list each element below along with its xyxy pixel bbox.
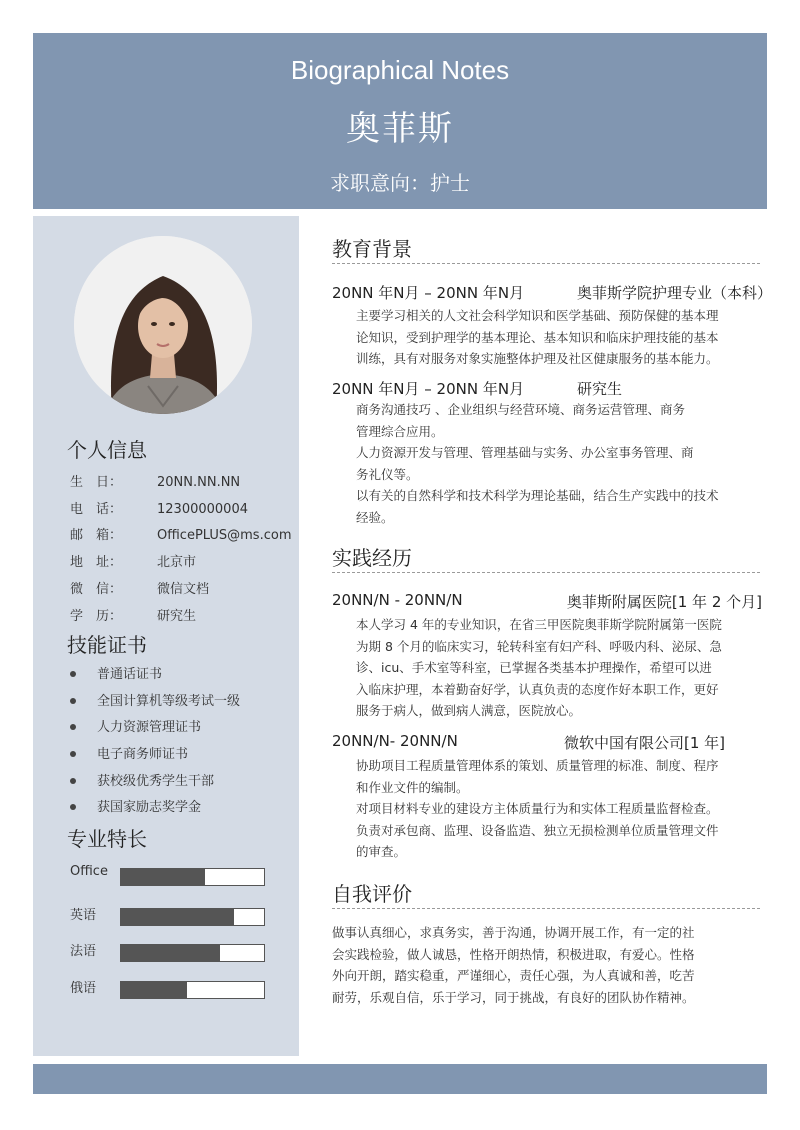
- info-value: 北京市: [157, 555, 197, 570]
- portrait-icon: [74, 236, 252, 414]
- entry-date: 20NN 年N月 – 20NN 年N月: [332, 284, 525, 302]
- skill-bar: [120, 908, 265, 926]
- info-value: 研究生: [157, 609, 197, 624]
- skill-russian: [70, 977, 270, 999]
- desc-line: 本人学习 4 年的专业知识，在省三甲医院奥菲斯学院附属第一医院: [356, 617, 722, 632]
- footer-bar: [33, 1064, 767, 1094]
- desc-line: 以有关的自然科学和技术科学为理论基础，结合生产实践中的技术: [356, 488, 719, 503]
- skill-bar-fill: [121, 869, 205, 885]
- skill-label: 俄语: [70, 981, 97, 996]
- cert-item: [70, 796, 201, 815]
- section-divider: [332, 908, 760, 909]
- skill-english: [70, 904, 270, 926]
- entry-date: 20NN/N- 20NN/N: [332, 732, 458, 750]
- cert-item: [70, 716, 201, 735]
- info-row-birthday: [70, 471, 240, 490]
- section-divider: [332, 263, 760, 264]
- desc-line: 服务于病人，做到病人满意，医院放心。: [356, 703, 582, 718]
- desc-line: 为期 8 个月的临床实习，轮转科室有妇产科、呼吸内科、泌尿、急: [356, 638, 722, 654]
- entry-org: 奥菲斯学院护理专业（本科）: [576, 284, 772, 302]
- bullet-icon: [70, 671, 76, 677]
- info-label: 学 历：: [70, 609, 123, 624]
- info-row-phone: [70, 498, 248, 517]
- header-banner: [33, 33, 767, 209]
- desc-line: 经验。: [356, 509, 394, 525]
- cert-text: 全国计算机等级考试一级: [97, 694, 241, 709]
- cert-item: [70, 690, 240, 709]
- desc-line: 论知识，受到护理学的基本理论、基本知识和临床护理技能的基本: [356, 329, 719, 345]
- desc-line: 协助项目工程质量管理体系的策划、质量管理的标准、制度、程序: [356, 758, 719, 773]
- cert-item: [70, 743, 188, 762]
- info-label: 邮 箱：: [70, 528, 123, 543]
- education-entry-desc: [356, 305, 756, 370]
- practice-entry-header: [332, 591, 772, 609]
- info-value: 微信文档: [157, 582, 210, 597]
- desc-line: 外向开朗，踏实稳重，严谨细心，责任心强，为人真诚和善，吃苦: [332, 968, 695, 983]
- info-row-address: [70, 551, 196, 570]
- skill-french: [70, 940, 270, 962]
- desc-line: 负责对承包商、监理、设备监造、独立无损检测单位质量管理文件: [356, 822, 719, 838]
- cert-text: 电子商务师证书: [97, 747, 189, 762]
- skill-bar-fill: [121, 945, 220, 961]
- info-label: 微 信：: [70, 582, 123, 597]
- skill-label: Office: [70, 864, 108, 879]
- skills-title: 专业特长: [67, 827, 147, 851]
- info-row-email: [70, 524, 291, 543]
- education-entry-header: [332, 282, 772, 303]
- info-row-wechat: [70, 578, 209, 597]
- entry-org: 研究生: [577, 380, 623, 398]
- info-value: 12300000004: [157, 502, 248, 517]
- education-entry-header: [332, 378, 772, 399]
- info-label: 电 话：: [70, 502, 123, 517]
- profile-photo: [74, 236, 252, 414]
- practice-entry-desc: [356, 755, 756, 863]
- desc-line: 管理综合应用。: [356, 423, 444, 439]
- bullet-icon: [70, 751, 76, 757]
- personal-info-title: 个人信息: [67, 438, 147, 462]
- bullet-icon: [70, 724, 76, 730]
- sidebar: [33, 216, 299, 1056]
- skill-bar: [120, 944, 265, 962]
- section-divider: [332, 572, 760, 573]
- entry-org: 微软中国有限公司[1 年]: [564, 734, 726, 752]
- practice-entry-header: [332, 732, 772, 750]
- practice-title: 实践经历: [332, 546, 412, 570]
- cert-item: [70, 770, 214, 789]
- bullet-icon: [70, 698, 76, 704]
- entry-date: 20NN/N - 20NN/N: [332, 591, 463, 609]
- cert-text: 获校级优秀学生干部: [97, 774, 215, 789]
- skill-bar-fill: [121, 909, 234, 925]
- desc-line: 的审查。: [356, 844, 407, 859]
- info-value: 20NN.NN.NN: [157, 475, 241, 490]
- skill-label: 法语: [70, 944, 97, 959]
- desc-line: 训练，具有对服务对象实施整体护理及社区健康服务的基本能力。: [356, 351, 719, 366]
- desc-line: 耐劳，乐观自信，乐于学习，同于挑战，有良好的团队协作精神。: [332, 989, 695, 1005]
- info-label: 地 址：: [70, 555, 123, 570]
- skill-bar: [120, 868, 265, 886]
- desc-line: 对项目材料专业的建设方主体质量行为和实体工程质量监督检查。: [356, 801, 719, 816]
- info-label: 生 日：: [70, 475, 123, 490]
- desc-line: 诊、icu、手术室等科室，已掌握各类基本护理操作，希望可以进: [356, 660, 712, 675]
- desc-line: 主要学习相关的人文社会科学知识和医学基础、预防保健的基本理: [356, 308, 719, 323]
- desc-line: 和作业文件的编制。: [356, 779, 469, 795]
- english-title: Biographical Notes: [290, 55, 510, 85]
- cert-text: 人力资源管理证书: [97, 720, 202, 735]
- cert-text: 获国家励志奖学金: [97, 800, 202, 815]
- cert-text: 普通话证书: [97, 667, 163, 682]
- entry-org: 奥菲斯附属医院[1 年 2 个月]: [566, 593, 762, 611]
- info-row-education: [70, 605, 196, 624]
- desc-line: 做事认真细心，求真务实，善于沟通，协调开展工作，有一定的社: [332, 925, 695, 940]
- desc-line: 人力资源开发与管理、管理基础与实务、办公室事务管理、商: [356, 445, 694, 460]
- certs-title: 技能证书: [67, 633, 147, 657]
- info-value: OfficePLUS@ms.com: [157, 528, 292, 543]
- skill-label: 英语: [70, 908, 97, 923]
- bullet-icon: [70, 804, 76, 810]
- cert-item: [70, 663, 162, 682]
- education-title: 教育背景: [332, 237, 412, 261]
- candidate-name: 奥菲斯: [346, 109, 454, 149]
- skill-bar: [120, 981, 265, 999]
- education-entry-desc: [356, 399, 756, 528]
- skill-office: [70, 864, 270, 886]
- entry-date: 20NN 年N月 – 20NN 年N月: [332, 380, 525, 398]
- job-intent: 求职意向：护士: [330, 171, 470, 195]
- desc-line: 入临床护理，本着勤奋好学，认真负责的态度作好本职工作，更好: [356, 681, 719, 697]
- self-eval-title: 自我评价: [332, 882, 412, 906]
- desc-line: 商务沟通技巧 、企业组织与经营环境、商务运营管理、商务: [356, 402, 685, 417]
- self-eval-text: [332, 922, 760, 1008]
- desc-line: 会实践检验，做人诚恳，性格开朗热情，积极进取，有爱心。性格: [332, 946, 695, 962]
- skill-bar-fill: [121, 982, 187, 998]
- practice-entry-desc: [356, 614, 756, 722]
- bullet-icon: [70, 778, 76, 784]
- desc-line: 务礼仪等。: [356, 466, 419, 482]
